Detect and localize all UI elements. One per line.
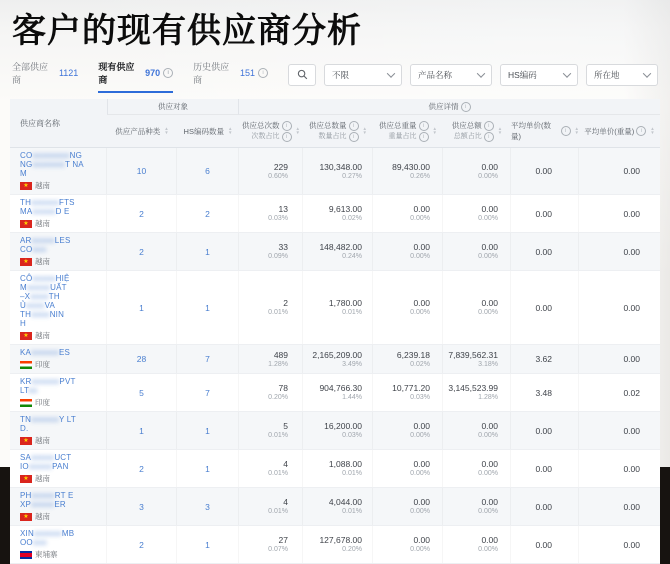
- dropdown-value: HS编码: [508, 69, 537, 80]
- product-types-value[interactable]: 2: [107, 195, 177, 232]
- supply-amount-cell: 0.00 0.00%: [443, 271, 511, 344]
- country-label: 越南: [35, 436, 50, 445]
- country-tag: [20, 330, 50, 341]
- redacted-text: ooooo: [31, 453, 55, 462]
- supplier-name-link[interactable]: PHoooooRT E XPoooooER: [20, 491, 74, 509]
- supplier-name-link[interactable]: THooooooFTS MAoooooD E: [20, 198, 75, 216]
- product-types-value[interactable]: 28: [107, 345, 177, 373]
- hs-code-count-value[interactable]: 1: [177, 450, 239, 487]
- supplier-name-cell: [10, 526, 107, 563]
- supply-qty-cell: 4,044.00 0.01%: [303, 488, 373, 525]
- supply-qty-cell: 904,766.30 1.44%: [303, 374, 373, 411]
- info-icon[interactable]: [561, 126, 571, 136]
- supplier-name-cell: [10, 271, 107, 344]
- table-header: [10, 99, 660, 148]
- redacted-text: ooooo: [28, 462, 53, 471]
- supply-amount-cell: 0.00 0.00%: [443, 488, 511, 525]
- chevron-down-icon: [387, 69, 395, 77]
- redacted-text: ooooo: [32, 274, 56, 283]
- info-icon[interactable]: [282, 121, 292, 131]
- in-flag-icon: [20, 399, 32, 407]
- table-row: [10, 374, 660, 412]
- redacted-text: oooooo: [33, 529, 62, 538]
- col-label: 供应产品种类: [115, 126, 161, 136]
- supplier-name-link[interactable]: KRooooooPVT LToo: [20, 377, 76, 395]
- supplier-name-cell: [10, 233, 107, 270]
- product-types-value[interactable]: 3: [107, 488, 177, 525]
- avg-price-qty-cell: 0.00: [511, 412, 579, 449]
- sort-carets-icon[interactable]: ▲ ▼: [227, 126, 233, 135]
- table-row: [10, 345, 660, 374]
- product-types-value[interactable]: 1: [107, 412, 177, 449]
- supply-times-cell: 2 0.01%: [239, 271, 303, 344]
- tab-current-suppliers[interactable]: [98, 60, 173, 93]
- table-row: [10, 488, 660, 526]
- country-tag: [20, 473, 50, 484]
- product-types-value[interactable]: 10: [107, 148, 177, 194]
- col-sublabel: 总额占比: [453, 132, 482, 140]
- supply-amount-cell: 0.00 0.00%: [443, 195, 511, 232]
- country-tag: [20, 180, 50, 191]
- col-header-supplier-name: 供应商名称: [20, 118, 60, 128]
- vn-flag-icon: [20, 513, 32, 521]
- supply-amount-cell: 0.00 0.00%: [443, 526, 511, 563]
- supplier-name-link[interactable]: CÔoooooHIỆ MoooooUẤT –XooooTH ỦooooVA THooooNIN H: [20, 274, 70, 328]
- col-header-supply-weight[interactable]: [373, 115, 443, 147]
- col-sublabel: 数量占比: [318, 132, 347, 140]
- tab-all-suppliers[interactable]: [12, 60, 78, 93]
- chevron-down-icon: [643, 69, 651, 77]
- redacted-text: ooooooo: [32, 160, 65, 169]
- redacted-text: oooooo: [31, 198, 59, 207]
- redacted-text: ooooo: [26, 283, 51, 292]
- table-row: [10, 195, 660, 233]
- hs-code-count-value[interactable]: 3: [177, 488, 239, 525]
- supplier-name-link[interactable]: XINooooooMB OOooo: [20, 529, 75, 547]
- supply-weight-cell: 0.00 0.00%: [373, 526, 443, 563]
- product-types-value[interactable]: 2: [107, 526, 177, 563]
- country-tag: [20, 397, 50, 408]
- tab-count: 1121: [58, 68, 79, 78]
- supplier-name-link[interactable]: ARoooooLES COooo: [20, 236, 71, 254]
- tab-bar: [12, 60, 658, 93]
- supply-qty-cell: 127,678.00 0.20%: [303, 526, 373, 563]
- redacted-text: oooo: [25, 301, 45, 310]
- supply-qty-cell: 16,200.00 0.03%: [303, 412, 373, 449]
- table-row: [10, 148, 660, 195]
- col-header-supply-amount[interactable]: [443, 115, 511, 147]
- supply-times-cell: 27 0.07%: [239, 526, 303, 563]
- supply-qty-cell: 2,165,209.00 3.49%: [303, 345, 373, 373]
- supply-weight-cell: 0.00 0.00%: [373, 233, 443, 270]
- info-icon[interactable]: [349, 121, 359, 131]
- country-label: 印度: [35, 360, 50, 369]
- redacted-text: ooo: [32, 538, 47, 547]
- avg-price-weight-cell: 0.00: [623, 539, 640, 550]
- country-label: 越南: [35, 257, 50, 266]
- supplier-name-cell: [10, 450, 107, 487]
- table-row: [10, 412, 660, 450]
- col-header-product-types[interactable]: [107, 115, 177, 147]
- vn-flag-icon: [20, 182, 32, 190]
- col-label: 平均单价(重量): [584, 126, 635, 136]
- col-sublabel: 次数占比: [251, 132, 280, 140]
- col-label: 供应总数量: [309, 120, 347, 130]
- supply-times-cell: 4 0.01%: [239, 488, 303, 525]
- supply-times-cell: 33 0.09%: [239, 233, 303, 270]
- country-label: 越南: [35, 512, 50, 521]
- table-body: [10, 148, 660, 564]
- redacted-text: oooo: [31, 310, 50, 319]
- supply-qty-cell: 1,780.00 0.01%: [303, 271, 373, 344]
- col-header-supply-times[interactable]: [239, 115, 303, 147]
- country-tag: [20, 218, 50, 229]
- chevron-down-icon: [477, 69, 485, 77]
- avg-price-weight-cell: 0.02: [623, 387, 640, 398]
- supply-qty-cell: 1,088.00 0.01%: [303, 450, 373, 487]
- supply-times-cell: 489 1.28%: [239, 345, 303, 373]
- sort-carets-icon[interactable]: ▲ ▼: [164, 126, 169, 135]
- supply-qty-cell: 130,348.00 0.27%: [303, 148, 373, 194]
- avg-price-qty-cell: 0.00: [511, 526, 579, 563]
- supplier-name-link[interactable]: COooooooooNG NGoooooooT NA M: [20, 151, 84, 178]
- country-tag: [20, 435, 50, 446]
- avg-price-qty-cell: 0.00: [511, 233, 579, 270]
- supply-amount-cell: 0.00 0.00%: [443, 450, 511, 487]
- col-label: 供应总次数: [242, 120, 280, 130]
- tab-count: 151: [239, 68, 255, 78]
- redacted-text: oooooo: [31, 415, 59, 424]
- group-header-supply-detail: [239, 99, 660, 115]
- supplier-name-cell: [10, 488, 107, 525]
- col-sublabel: 重量占比: [388, 132, 417, 140]
- info-icon[interactable]: [484, 121, 494, 131]
- supply-times-cell: 78 0.20%: [239, 374, 303, 411]
- search-button[interactable]: [288, 64, 316, 86]
- dropdown-value: 不限: [332, 69, 350, 80]
- dropdown-value: 所在地: [594, 69, 620, 80]
- table-row: [10, 450, 660, 488]
- product-types-value[interactable]: 2: [107, 233, 177, 270]
- sort-carets-icon[interactable]: ▲ ▼: [295, 126, 300, 135]
- hs-code-count-value[interactable]: 2: [177, 195, 239, 232]
- redacted-text: oooooooo: [32, 151, 70, 160]
- info-icon[interactable]: [461, 102, 471, 112]
- hs-code-count-value[interactable]: 1: [177, 271, 239, 344]
- supply-amount-cell: 0.00 0.00%: [443, 148, 511, 194]
- hs-code-count-value[interactable]: 1: [177, 412, 239, 449]
- redacted-text: ooooo: [31, 500, 55, 509]
- avg-price-weight-cell: 0.00: [623, 246, 640, 257]
- info-icon[interactable]: [636, 126, 646, 136]
- supply-times-cell: 13 0.03%: [239, 195, 303, 232]
- col-header-supply-qty[interactable]: [303, 115, 373, 147]
- country-label: 印度: [35, 398, 50, 407]
- avg-price-qty-cell: 0.00: [511, 271, 579, 344]
- col-header-avg-price-weight[interactable]: [579, 115, 660, 147]
- filter-bar: [288, 64, 658, 90]
- supply-weight-cell: 0.00 0.00%: [373, 195, 443, 232]
- supply-times-cell: 4 0.01%: [239, 450, 303, 487]
- supply-qty-cell: 9,613.00 0.02%: [303, 195, 373, 232]
- supplier-table: [10, 99, 660, 564]
- info-icon[interactable]: [282, 132, 292, 142]
- country-label: 越南: [35, 219, 50, 228]
- in-flag-icon: [20, 361, 32, 369]
- sort-carets-icon[interactable]: ▲ ▼: [432, 126, 437, 135]
- hs-code-count-value[interactable]: 1: [177, 526, 239, 563]
- supply-amount-cell: 7,839,562.31 3.18%: [443, 345, 511, 373]
- dropdown-value: 产品名称: [418, 69, 453, 80]
- vn-flag-icon: [20, 258, 32, 266]
- info-icon[interactable]: [419, 121, 429, 131]
- vn-flag-icon: [20, 220, 32, 228]
- supply-weight-cell: 0.00 0.00%: [373, 271, 443, 344]
- avg-price-qty-cell: 0.00: [511, 148, 579, 194]
- vn-flag-icon: [20, 475, 32, 483]
- tab-history-suppliers[interactable]: [193, 60, 268, 93]
- info-icon[interactable]: [258, 68, 268, 78]
- supply-weight-cell: 6,239.18 0.02%: [373, 345, 443, 373]
- avg-price-qty-cell: 3.48: [511, 374, 579, 411]
- avg-price-qty-cell: 0.00: [511, 195, 579, 232]
- supplier-name-link[interactable]: TNooooooY LT D.: [20, 415, 76, 433]
- col-label: 供应总额: [451, 120, 482, 130]
- redacted-text: oooo: [30, 292, 49, 301]
- supplier-name-cell: [10, 195, 107, 232]
- supply-times-cell: 5 0.01%: [239, 412, 303, 449]
- col-label: 平均单价(数量): [511, 121, 551, 141]
- supplier-name-cell: [10, 148, 107, 194]
- page-title: 客户的现有供应商分析: [12, 13, 362, 50]
- supply-weight-cell: 10,771.20 0.03%: [373, 374, 443, 411]
- col-label: 供应总重量: [379, 120, 417, 130]
- country-label: 越南: [35, 474, 50, 483]
- avg-price-weight-cell: 0.00: [623, 166, 640, 176]
- avg-price-weight-cell: 0.00: [623, 463, 640, 474]
- country-label: 越南: [35, 181, 50, 190]
- redacted-text: ooo: [32, 245, 47, 254]
- sort-carets-icon[interactable]: ▲ ▼: [650, 126, 655, 135]
- vn-flag-icon: [20, 332, 32, 340]
- hs-code-count-value[interactable]: 7: [177, 345, 239, 373]
- country-tag: [20, 359, 50, 370]
- redacted-text: oooooo: [31, 348, 59, 357]
- table-row: [10, 233, 660, 271]
- chevron-down-icon: [563, 69, 571, 77]
- supply-weight-cell: 0.00 0.00%: [373, 488, 443, 525]
- product-types-value[interactable]: 5: [107, 374, 177, 411]
- kh-flag-icon: [20, 551, 32, 559]
- hs-code-count-value[interactable]: 1: [177, 233, 239, 270]
- redacted-text: ooooo: [31, 236, 55, 245]
- supply-weight-cell: 0.00 0.00%: [373, 450, 443, 487]
- country-label: 越南: [35, 331, 50, 340]
- info-icon[interactable]: [163, 68, 173, 78]
- hs-code-count-value[interactable]: 6: [177, 148, 239, 194]
- sort-carets-icon[interactable]: ▲ ▼: [362, 126, 367, 135]
- filter-dropdown-hs-code[interactable]: [500, 64, 578, 86]
- supply-amount-cell: 0.00 0.00%: [443, 412, 511, 449]
- redacted-text: ooooo: [32, 207, 56, 216]
- group-header-supply-object: 供应对象: [107, 99, 239, 115]
- filter-dropdown-product-name[interactable]: [410, 64, 492, 86]
- country-tag: [20, 511, 50, 522]
- supply-qty-cell: 148,482.00 0.24%: [303, 233, 373, 270]
- country-tag: [20, 549, 58, 560]
- country-label: 柬埔寨: [35, 550, 58, 559]
- supply-times-cell: 229 0.60%: [239, 148, 303, 194]
- search-icon: [297, 69, 308, 80]
- supply-amount-cell: 3,145,523.99 1.28%: [443, 374, 511, 411]
- redacted-text: oooooo: [31, 377, 60, 386]
- tab-count: 970: [145, 68, 161, 78]
- avg-price-weight-cell: 0.00: [623, 425, 640, 436]
- avg-price-qty-cell: 0.00: [511, 488, 579, 525]
- avg-price-qty-cell: 0.00: [511, 450, 579, 487]
- vn-flag-icon: [20, 437, 32, 445]
- table-row: [10, 271, 660, 345]
- supplier-name-cell: [10, 412, 107, 449]
- avg-price-weight-cell: 0.00: [623, 302, 640, 313]
- supplier-name-link[interactable]: SAoooooUCT IOoooooPAN: [20, 453, 72, 471]
- redacted-text: oo: [28, 386, 38, 395]
- avg-price-weight-cell: 0.00: [623, 354, 640, 364]
- hs-code-count-value[interactable]: 7: [177, 374, 239, 411]
- product-types-value[interactable]: 1: [107, 271, 177, 344]
- tab-label: 全部供应商: [12, 62, 49, 85]
- avg-price-weight-cell: 0.00: [623, 501, 640, 512]
- sort-carets-icon[interactable]: ▲ ▼: [574, 126, 579, 135]
- avg-price-weight-cell: 0.00: [623, 208, 640, 219]
- supply-weight-cell: 89,430.00 0.26%: [373, 148, 443, 194]
- product-types-value[interactable]: 2: [107, 450, 177, 487]
- tab-label: 现有供应商: [98, 62, 135, 85]
- col-header-hs-count[interactable]: [177, 115, 239, 147]
- sort-carets-icon[interactable]: ▲ ▼: [497, 126, 503, 135]
- info-icon[interactable]: [419, 132, 429, 142]
- col-label: HS编码数量: [183, 126, 224, 136]
- tab-label: 历史供应商: [193, 62, 230, 85]
- info-icon[interactable]: [349, 132, 359, 142]
- avg-price-qty-cell: 3.62: [511, 345, 579, 373]
- supply-amount-cell: 0.00 0.00%: [443, 233, 511, 270]
- info-icon[interactable]: [484, 132, 494, 142]
- supply-weight-cell: 0.00 0.00%: [373, 412, 443, 449]
- supplier-name-cell: [10, 374, 107, 411]
- table-row: [10, 526, 660, 564]
- group-label: 供应详情: [428, 102, 459, 111]
- country-tag: [20, 256, 50, 267]
- supplier-name-cell: [10, 345, 107, 373]
- filter-dropdown-unlimited[interactable]: [324, 64, 402, 86]
- col-header-avg-price-qty[interactable]: [511, 115, 579, 147]
- filter-dropdown-location[interactable]: [586, 64, 658, 86]
- redacted-text: ooooo: [31, 491, 55, 500]
- supplier-name-link[interactable]: KAooooooES: [20, 348, 71, 357]
